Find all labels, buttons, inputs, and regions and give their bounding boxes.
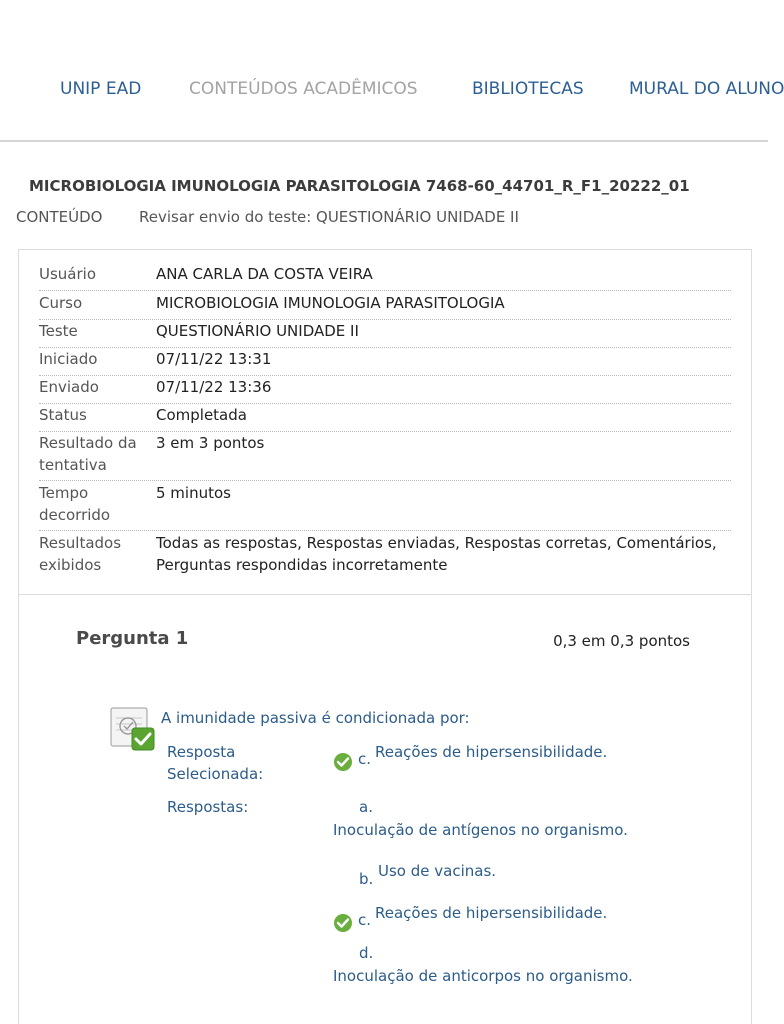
- summary-label: Usuário: [39, 265, 97, 283]
- option-b-letter: b.: [359, 870, 374, 888]
- summary-value: 07/11/22 13:36: [156, 378, 272, 396]
- summary-row-tempo: [39, 482, 731, 531]
- summary-label: Tempo decorrido: [39, 484, 111, 524]
- checkmark-icon: [333, 752, 353, 772]
- summary-label: Teste: [39, 322, 78, 340]
- summary-row-curso: [39, 292, 731, 320]
- top-navigation: [0, 0, 784, 142]
- checkmark-icon: [333, 913, 353, 933]
- summary-row-resultados-exibidos: [39, 532, 731, 582]
- option-c-letter: c.: [358, 911, 372, 929]
- selected-answer-text: Reações de hipersensibilidade.: [375, 743, 608, 761]
- summary-value: QUESTIONÁRIO UNIDADE II: [156, 322, 359, 340]
- nav-conteudos-academicos[interactable]: CONTEÚDOS ACADÊMICOS: [189, 79, 418, 99]
- question-title: Pergunta 1: [76, 628, 189, 649]
- summary-label: Iniciado: [39, 350, 98, 368]
- breadcrumb: [16, 208, 519, 226]
- option-b-text: Uso de vacinas.: [378, 862, 497, 880]
- summary-value: ANA CARLA DA COSTA VEIRA: [156, 265, 373, 283]
- summary-row-teste: [39, 320, 731, 348]
- selected-answer-label: Resposta Selecionada:: [167, 743, 264, 783]
- attempt-summary-table: [18, 249, 752, 595]
- option-c-text: Reações de hipersensibilidade.: [375, 904, 608, 922]
- summary-label: Enviado: [39, 378, 99, 396]
- summary-row-enviado: [39, 376, 731, 404]
- summary-value: 5 minutos: [156, 484, 231, 502]
- summary-row-resultado: [39, 432, 731, 481]
- summary-value: Todas as respostas, Respostas enviadas, Respostas corretas, Comentários, Perguntas respondidas incorretamente: [156, 534, 717, 574]
- answers-label: Respostas:: [167, 798, 249, 816]
- summary-label: Resultado da tentativa: [39, 434, 137, 474]
- question-text: A imunidade passiva é condicionada por:: [161, 709, 470, 727]
- course-title: MICROBIOLOGIA IMUNOLOGIA PARASITOLOGIA 7468-60_44701_R_F1_20222_01: [29, 177, 690, 195]
- nav-unip-ead[interactable]: UNIP EAD: [60, 79, 142, 99]
- summary-value: Completada: [156, 406, 247, 424]
- option-d-letter: d.: [359, 944, 374, 962]
- summary-row-status: [39, 404, 731, 432]
- correct-answer-icon: [110, 706, 156, 752]
- summary-row-usuario: [39, 263, 731, 291]
- question-points: 0,3 em 0,3 pontos: [553, 632, 690, 650]
- nav-bibliotecas[interactable]: BIBLIOTECAS: [472, 79, 584, 99]
- summary-label: Status: [39, 406, 87, 424]
- option-d-text: Inoculação de anticorpos no organismo.: [333, 967, 633, 985]
- summary-value: 3 em 3 pontos: [156, 434, 265, 452]
- option-a-text: Inoculação de antígenos no organismo.: [333, 821, 628, 839]
- selected-answer-letter: c.: [358, 750, 372, 768]
- breadcrumb-current: Revisar envio do teste: QUESTIONÁRIO UNIDADE II: [139, 208, 519, 226]
- nav-mural-do-aluno[interactable]: MURAL DO ALUNO: [629, 79, 784, 99]
- summary-value: MICROBIOLOGIA IMUNOLOGIA PARASITOLOGIA: [156, 294, 505, 312]
- summary-label: Curso: [39, 294, 83, 312]
- summary-row-iniciado: [39, 348, 731, 376]
- summary-value: 07/11/22 13:31: [156, 350, 272, 368]
- question-panel: [18, 595, 752, 1024]
- summary-label: Resultados exibidos: [39, 534, 122, 574]
- option-a-letter: a.: [359, 798, 373, 816]
- breadcrumb-conteudo-link[interactable]: CONTEÚDO: [16, 208, 103, 226]
